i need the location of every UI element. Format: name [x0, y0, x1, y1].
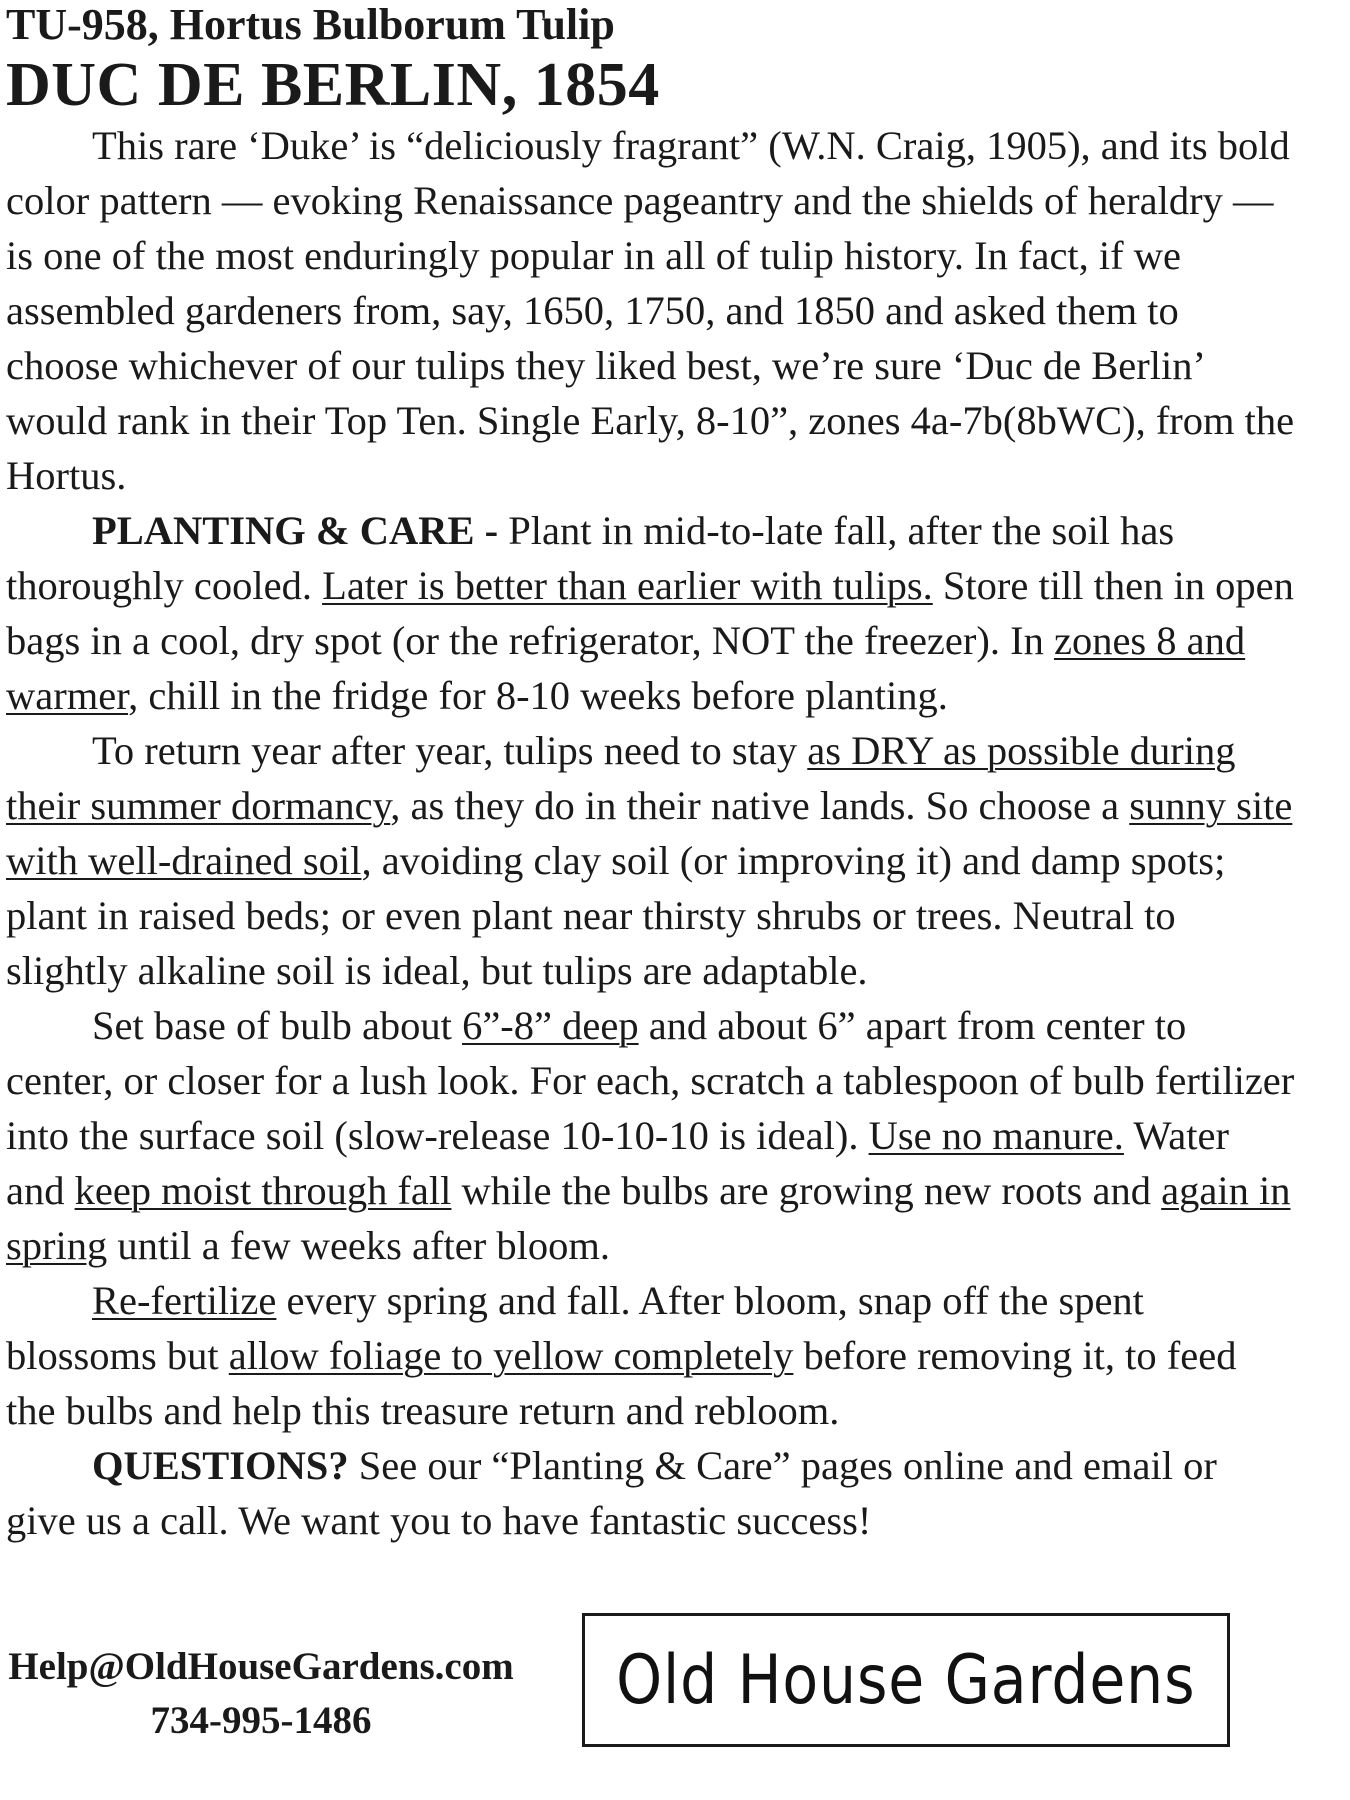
contact-email[interactable]: Help@OldHouseGardens.com — [8, 1645, 514, 1688]
brand-logo — [582, 1613, 1230, 1747]
set-base-emphasis-3: keep moist through fall — [74, 1168, 452, 1213]
contact-phone[interactable]: 734-995-1486 — [150, 1699, 372, 1742]
instruction-sheet — [6, 0, 1296, 1548]
return-emphasis-2: sunny site with well-drained soil — [6, 783, 1293, 883]
set-base-paragraph — [6, 998, 1296, 1273]
planting-text-2: Store till then in open bags in a cool, dry spot (or the refrigerator, NOT the freezer). In — [6, 563, 1294, 663]
set-base-emphasis-2: Use no manure. — [868, 1113, 1124, 1158]
return-text-2: , as they do in their native lands. So choose a — [390, 783, 1130, 828]
set-base-emphasis-1: 6”-8” deep — [462, 1003, 639, 1048]
variety-title: DUC DE BERLIN, 1854 — [6, 51, 660, 119]
return-paragraph — [6, 723, 1296, 998]
product-code-line: TU-958, Hortus Bulborum Tulip — [6, 0, 615, 49]
contact-block — [6, 1640, 516, 1748]
planting-emphasis-1: Later is better than earlier with tulips. — [322, 563, 933, 608]
refertilize-emphasis-1: Re-fertilize — [92, 1278, 277, 1323]
refertilize-emphasis-2: allow foliage to yellow completely — [228, 1333, 794, 1378]
brand-logo-text: Old House Gardens — [616, 1640, 1196, 1720]
questions-heading: QUESTIONS? — [92, 1443, 349, 1488]
planting-emphasis-2: zones 8 and warmer — [6, 618, 1246, 718]
set-base-text-4: while the bulbs are growing new roots and — [451, 1168, 1162, 1213]
questions-paragraph — [6, 1438, 1296, 1548]
return-text-1: To return year after year, tulips need to stay — [92, 728, 808, 773]
set-base-emphasis-4: again in spring — [6, 1168, 1291, 1268]
description-body — [6, 118, 1296, 1548]
set-base-text-2: and about 6” apart from center to center, or closer for a lush look. For each, scratch a tablespoon of bulb fertilizer into the surface soil (slow-release 10-10-10 is ideal). — [6, 1003, 1295, 1158]
set-base-text-3: Water and — [6, 1113, 1229, 1213]
refertilize-text-2: before removing it, to feed the bulbs and help this treasure return and rebloom. — [6, 1333, 1237, 1433]
set-base-text-5: until a few weeks after bloom. — [107, 1223, 610, 1268]
set-base-text-1: Set base of bulb about — [92, 1003, 463, 1048]
planting-care-heading: PLANTING & CARE - — [92, 508, 499, 553]
refertilize-paragraph — [6, 1273, 1296, 1438]
intro-paragraph: This rare ‘Duke’ is “deliciously fragrant” (W.N. Craig, 1905), and its bold color pattern — evoking Renaissance pageantry and the shields of heraldry — is one of the most enduringly popular in all of tulip history. In fact, if we assembled gardeners from, say, 1650, 1750, and 1850 and asked them to choose whichever of our tulips they liked best, we’re sure ‘Duc de Berlin’ would rank in their Top Ten. Single Early, 8-10”, zones 4a-7b(8bWC), from the Hortus. — [6, 123, 1295, 498]
planting-care-paragraph — [6, 503, 1296, 723]
questions-text: See our “Planting & Care” pages online and email or give us a call. We want you to have fantastic success! — [6, 1443, 1217, 1543]
planting-text-3: , chill in the fridge for 8-10 weeks before planting. — [128, 673, 948, 718]
planting-text-1: Plant in mid-to-late fall, after the soil has thoroughly cooled. — [6, 508, 1175, 608]
return-text-3: , avoiding clay soil (or improving it) and damp spots; plant in raised beds; or even plant near thirsty shrubs or trees. Neutral to slightly alkaline soil is ideal, but tulips are adaptable. — [6, 838, 1226, 993]
footer — [0, 1610, 1350, 1770]
return-emphasis-1: as DRY as possible during their summer dormancy — [6, 728, 1236, 828]
refertilize-text-1: every spring and fall. After bloom, snap off the spent blossoms but — [6, 1278, 1144, 1378]
